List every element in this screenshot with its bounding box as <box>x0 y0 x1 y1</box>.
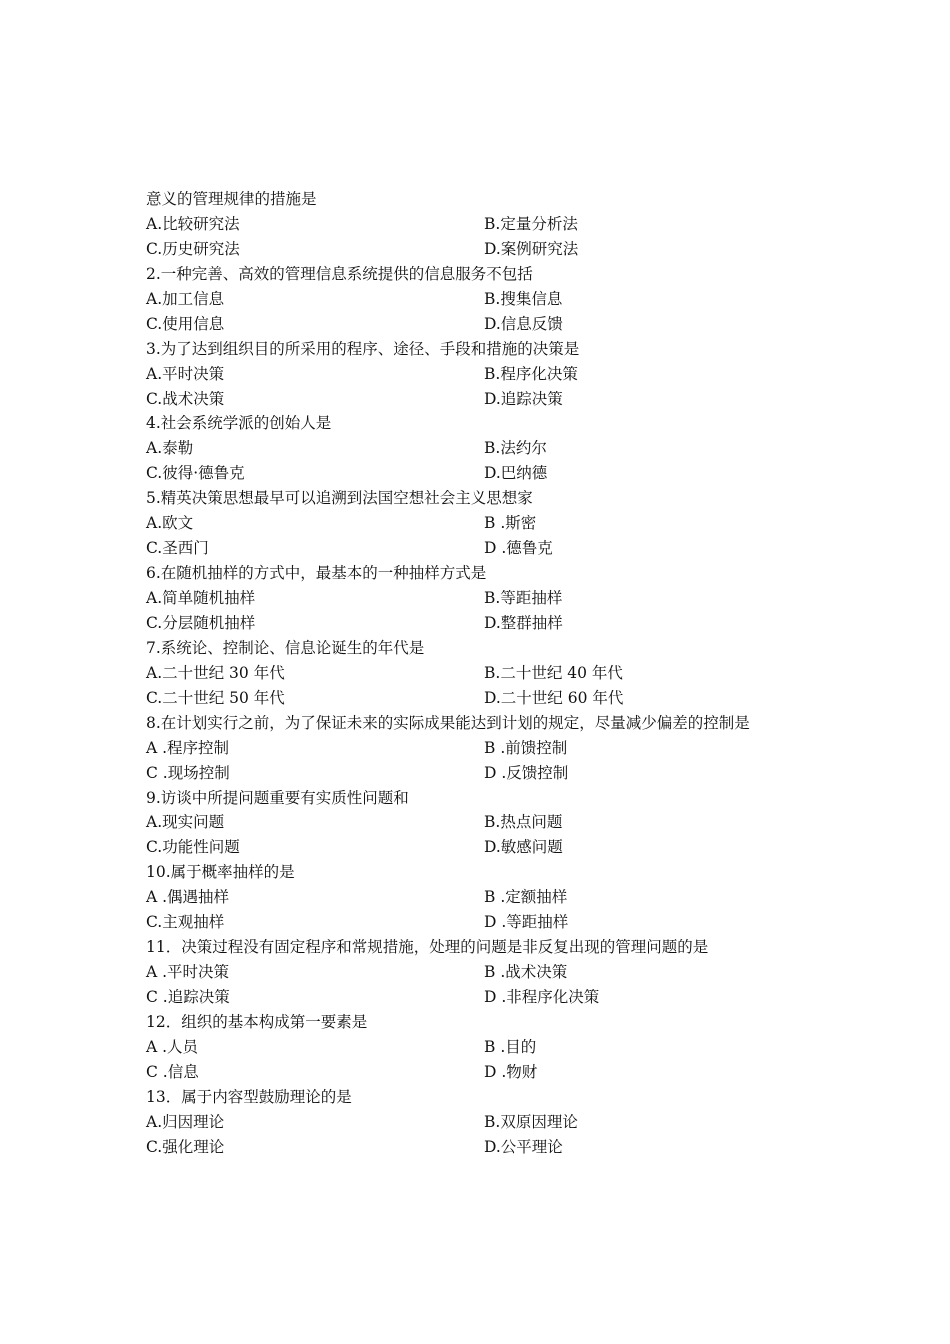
question-stem: 意义的管理规律的措施是 <box>146 190 317 208</box>
option-row <box>146 1035 846 1060</box>
answer-option: D.公平理论 <box>484 1137 563 1156</box>
answer-option: C .信息 <box>146 1062 199 1081</box>
answer-option: B.搜集信息 <box>484 289 563 308</box>
option-row <box>146 611 846 636</box>
answer-option: A.泰勒 <box>146 439 194 458</box>
answer-option: A .程序控制 <box>146 738 230 757</box>
option-row <box>146 985 846 1010</box>
question-stem: 8.在计划实行之前，为了保证未来的实际成果能达到计划的规定，尽量减少偏差的控制是 <box>146 713 750 732</box>
answer-option: A.二十世纪 30 年代 <box>146 663 285 682</box>
answer-option: A.平时决策 <box>146 364 225 383</box>
question-stem: 6.在随机抽样的方式中，最基本的一种抽样方式是 <box>146 564 487 583</box>
question-stem: 13．属于内容型鼓励理论的是 <box>146 1087 352 1106</box>
answer-option: A.欧文 <box>146 514 194 533</box>
option-row <box>146 312 846 337</box>
answer-option: C.强化理论 <box>146 1137 225 1156</box>
option-row <box>146 511 846 536</box>
question-stem: 12．组织的基本构成第一要素是 <box>146 1012 368 1031</box>
answer-option: A.现实问题 <box>146 813 225 832</box>
question-stem: 11．决策过程没有固定程序和常规措施，处理的问题是非反复出现的管理问题的是 <box>146 938 709 957</box>
answer-option: B .前馈控制 <box>484 738 568 757</box>
question-list <box>146 187 846 1160</box>
answer-option: C.二十世纪 50 年代 <box>146 688 285 707</box>
answer-option: B .定额抽样 <box>484 888 568 907</box>
answer-option: D .物财 <box>484 1062 538 1081</box>
answer-option: C .追踪决策 <box>146 988 230 1006</box>
answer-option: D .等距抽样 <box>484 913 569 932</box>
option-row <box>146 536 846 561</box>
option-row <box>146 1060 846 1085</box>
option-row <box>146 237 846 262</box>
option-row <box>146 287 846 312</box>
answer-option: A .偶遇抽样 <box>146 888 230 907</box>
question-stem: 3.为了达到组织目的所采用的程序、途径、手段和措施的决策是 <box>146 339 580 358</box>
answer-option: D.巴纳德 <box>484 464 548 483</box>
option-row <box>146 387 846 412</box>
answer-option: D.整群抽样 <box>484 613 563 632</box>
option-row <box>146 761 846 786</box>
answer-option: D.敏感问题 <box>484 838 563 857</box>
option-row <box>146 212 846 237</box>
option-row <box>146 910 846 935</box>
answer-option: C.主观抽样 <box>146 913 225 932</box>
option-row <box>146 885 846 910</box>
answer-option: C.使用信息 <box>146 314 225 333</box>
option-row <box>146 810 846 835</box>
answer-option: B.热点问题 <box>484 813 563 832</box>
question-stem: 2.一种完善、高效的管理信息系统提供的信息服务不包括 <box>146 264 533 283</box>
question-stem: 9.访谈中所提问题重要有实质性问题和 <box>146 788 409 807</box>
answer-option: B.定量分析法 <box>484 214 578 233</box>
answer-option: D .非程序化决策 <box>484 988 600 1006</box>
answer-option: A.归因理论 <box>146 1112 225 1131</box>
answer-option: B.二十世纪 40 年代 <box>484 663 623 682</box>
answer-option: B .战术决策 <box>484 963 568 982</box>
option-row <box>146 686 846 711</box>
answer-option: C.彼得·德鲁克 <box>146 464 245 483</box>
answer-option: B .斯密 <box>484 514 537 533</box>
question-stem: 10.属于概率抽样的是 <box>146 863 295 882</box>
answer-option: D .反馈控制 <box>484 763 569 782</box>
option-row <box>146 661 846 686</box>
answer-option: B .目的 <box>484 1037 537 1056</box>
answer-option: A.比较研究法 <box>146 214 240 233</box>
answer-option: C.圣西门 <box>146 539 209 558</box>
option-row <box>146 1110 846 1135</box>
option-row <box>146 461 846 486</box>
answer-option: A.简单随机抽样 <box>146 589 256 607</box>
answer-option: B.双原因理论 <box>484 1112 578 1131</box>
question-stem: 4.社会系统学派的创始人是 <box>146 414 332 433</box>
option-row <box>146 835 846 860</box>
option-row <box>146 436 846 461</box>
option-row <box>146 960 846 985</box>
option-row <box>146 586 846 611</box>
answer-option: D .德鲁克 <box>484 539 553 558</box>
answer-option: B.等距抽样 <box>484 589 563 607</box>
answer-option: C .现场控制 <box>146 763 230 782</box>
option-row <box>146 736 846 761</box>
answer-option: D.案例研究法 <box>484 239 579 258</box>
question-stem: 7.系统论、控制论、信息论诞生的年代是 <box>146 638 425 657</box>
answer-option: D.二十世纪 60 年代 <box>484 688 624 707</box>
answer-option: C.战术决策 <box>146 389 225 408</box>
option-row <box>146 1135 846 1160</box>
answer-option: B.法约尔 <box>484 439 547 458</box>
question-stem: 5.精英决策思想最早可以追溯到法国空想社会主义思想家 <box>146 489 533 508</box>
answer-option: C.历史研究法 <box>146 239 240 258</box>
answer-option: D.追踪决策 <box>484 389 563 408</box>
answer-option: C.分层随机抽样 <box>146 613 256 632</box>
answer-option: D.信息反馈 <box>484 314 563 333</box>
answer-option: C.功能性问题 <box>146 838 240 857</box>
answer-option: A.加工信息 <box>146 289 225 308</box>
answer-option: B.程序化决策 <box>484 364 578 383</box>
option-row <box>146 362 846 387</box>
answer-option: A .平时决策 <box>146 963 230 982</box>
answer-option: A .人员 <box>146 1037 199 1056</box>
